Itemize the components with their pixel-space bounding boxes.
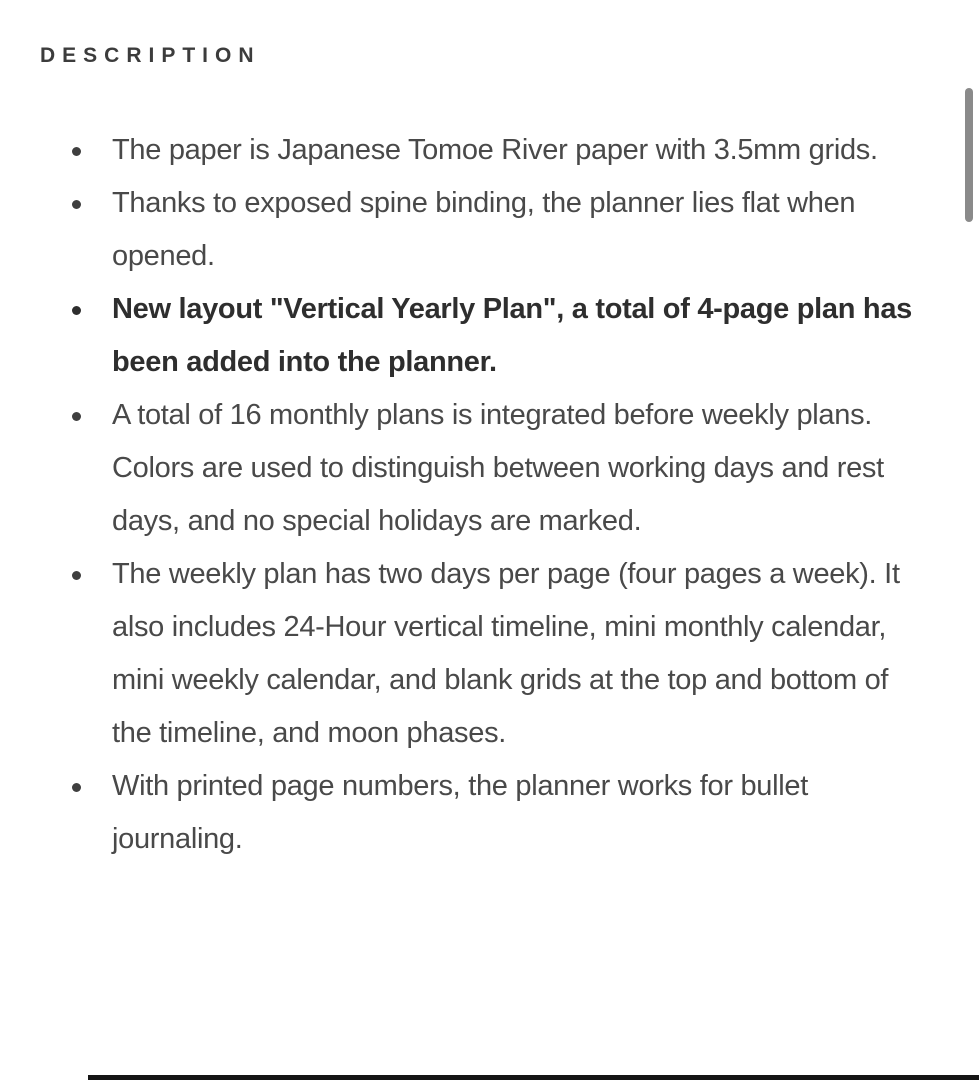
description-list bbox=[40, 124, 920, 866]
list-item-text: Thanks to exposed spine binding, the planner lies flat when opened. bbox=[112, 187, 856, 272]
list-item-text: A total of 16 monthly plans is integrated before weekly plans. Colors are used to distinguish between working days and rest days, and no special holidays are marked. bbox=[112, 399, 884, 537]
scrollbar-thumb[interactable] bbox=[965, 88, 973, 222]
section-title: DESCRIPTION bbox=[40, 44, 261, 67]
bullet-icon bbox=[72, 571, 81, 580]
list-item-text: With printed page numbers, the planner works for bullet journaling. bbox=[112, 770, 808, 855]
next-section-edge bbox=[88, 1075, 979, 1080]
list-item bbox=[40, 548, 920, 760]
list-item bbox=[40, 389, 920, 548]
bullet-icon bbox=[72, 147, 81, 156]
list-item-text: The paper is Japanese Tomoe River paper with 3.5mm grids. bbox=[112, 134, 878, 166]
list-item-text: The weekly plan has two days per page (four pages a week). It also includes 24-Hour vertical timeline, mini monthly calendar, mini weekly calendar, and blank grids at the top and bottom of the timeline, and moon phases. bbox=[112, 558, 900, 749]
bullet-icon bbox=[72, 200, 81, 209]
list-item bbox=[40, 760, 920, 866]
list-item-highlighted bbox=[40, 283, 920, 389]
list-item-text: New layout "Vertical Yearly Plan", a total of 4-page plan has been added into the planner. bbox=[112, 293, 913, 378]
bullet-icon bbox=[72, 783, 81, 792]
bullet-icon bbox=[72, 412, 81, 421]
list-item bbox=[40, 177, 920, 283]
bullet-icon bbox=[72, 306, 81, 315]
list-item bbox=[40, 124, 920, 177]
